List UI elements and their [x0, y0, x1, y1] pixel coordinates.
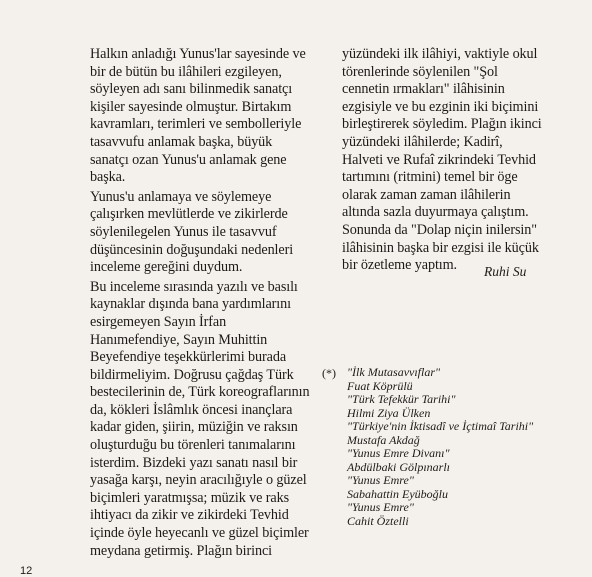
text-line: söyleyen adı sanı bilinmedik sanatçı	[90, 81, 293, 98]
text-line: Halkın anladığı Yunus'lar sayesinde ve	[90, 46, 306, 62]
text-line: oluşturduğu bu törenleri tanımalarını	[90, 437, 296, 454]
text-line: bir özetleme yaptım.	[342, 257, 458, 274]
text-line: ezgisiyle ve bu ezginin iki biçimini	[342, 98, 539, 115]
text-line: ihtiyacı da zikir ve zikirdeki Tevhid	[90, 507, 289, 524]
text-line: tartımını (ritmini) temel bir öge	[342, 169, 518, 186]
author-signature: Ruhi Su	[484, 264, 527, 279]
text-line: bestecilerinin de, Türk koreograflarının	[90, 384, 310, 401]
text-line: bildirmeliyim. Doğrusu çağdaş Türk	[90, 366, 294, 383]
paragraph	[90, 189, 330, 277]
reference-title: "Yunus Emre Divanı"	[347, 446, 450, 460]
left-column	[90, 46, 330, 560]
reference-entry	[347, 447, 582, 474]
reference-entry	[347, 474, 582, 501]
text-line: yüzündeki ilâhilerde; Kadirî,	[342, 133, 503, 150]
reference-title: "Yunus Emre"	[347, 473, 414, 487]
text-line: birleştirerek söyledim. Plağın ikinci	[342, 116, 542, 133]
text-line: kişiler sayesinde olmuştur. Birtakım	[90, 98, 292, 115]
text-line: düşüncesinin doğuşundaki nedenleri	[90, 241, 294, 258]
text-line: içinde öyle heyecanlı ve güzel biçimler	[90, 525, 309, 542]
text-line: Yunus'u anlamaya ve söylemeye	[90, 188, 272, 205]
reference-author: Sabahattin Eyüboğlu	[347, 486, 448, 501]
text-line: ilâhisinin başka bir ezgisi ile küçük	[342, 239, 539, 256]
paragraph	[90, 279, 330, 561]
text-line: altında sazla duyurmaya çalıştım.	[342, 204, 529, 221]
reference-title: "Türk Tefekkür Tarihi"	[347, 392, 456, 406]
text-line: törenlerinde söylenilen "Şol	[342, 63, 498, 80]
text-line: da, kökleri İslâmlık öncesi inançlara	[90, 401, 293, 418]
text-line: Hanımefendiye, Sayın Muhittin	[90, 331, 268, 348]
text-line: olarak zaman zaman ilâhilerin	[342, 186, 511, 203]
text-line: cennetin ırmakları" ilâhisinin	[342, 81, 505, 98]
reference-title: "İlk Mutasavvıflar"	[347, 365, 441, 379]
reference-entry	[347, 420, 582, 447]
text-line: isterdim. Bizdeki yazı sanatı nasıl bir	[90, 454, 298, 471]
text-line: kavramları, terimleri ve sembolleriyle	[90, 116, 302, 133]
text-line: inceleme gereğini duydum.	[90, 259, 243, 276]
reference-entry	[347, 366, 582, 393]
text-line: kadar giden, şiirin, müziğin ve raksın	[90, 419, 298, 436]
reference-title: "Türkiye'nin İktisadî ve İçtimaî Tarihi"	[347, 419, 534, 433]
text-line: yüzündeki ilk ilâhiyi, vaktiyle okul	[342, 46, 538, 62]
text-line: Bu inceleme sırasında yazılı ve basılı	[90, 278, 298, 295]
text-line: çalışırken mevlütlerde ve zikirlerde	[90, 206, 288, 223]
reference-title: "Yunus Emre"	[347, 500, 414, 514]
text-line: Beyefendiye teşekkürlerimi burada	[90, 349, 287, 366]
text-line: kaynaklar dışında bana yardımlarını	[90, 296, 291, 313]
footnote-marker: (*)	[322, 366, 336, 380]
paragraph	[342, 46, 572, 275]
text-line: biçimleri yaratmışsa; müzik ve raks	[90, 489, 290, 506]
text-line: Halveti ve Rufaî zikrindeki Tevhid	[342, 151, 536, 168]
reference-author: Cahit Öztelli	[347, 513, 409, 528]
reference-entry	[347, 393, 582, 420]
text-line: bir de bütün bu ilâhileri ezgileyen,	[90, 63, 282, 80]
reference-author: Abdülbaki Gölpınarlı	[347, 459, 450, 474]
text-line: başka.	[90, 169, 126, 186]
text-line: sanatçı ozan Yunus'u anlamak gene	[90, 151, 287, 168]
text-line: esirgemeyen Sayın İrfan	[90, 313, 227, 330]
reference-author: Fuat Köprülü	[347, 378, 413, 393]
text-line: söylenilegelen Yunus ile tasavvuf	[90, 223, 277, 240]
text-line: meydana getirmiş. Plağın birinci	[90, 542, 272, 559]
reference-list	[322, 366, 582, 528]
paragraph	[90, 46, 330, 187]
page-number: 12	[20, 565, 33, 577]
reference-entry	[347, 501, 582, 528]
text-line: yasağa karşı, neyin aracılığıyle o güzel	[90, 472, 307, 489]
text-line: tasavvufu anlamak başka, büyük	[90, 133, 273, 150]
reference-author: Hilmi Ziya Ülken	[347, 405, 431, 420]
right-column	[342, 46, 572, 275]
reference-author: Mustafa Akdağ	[347, 432, 420, 447]
text-line: Sonunda da "Dolap niçin inilersin"	[342, 221, 537, 238]
